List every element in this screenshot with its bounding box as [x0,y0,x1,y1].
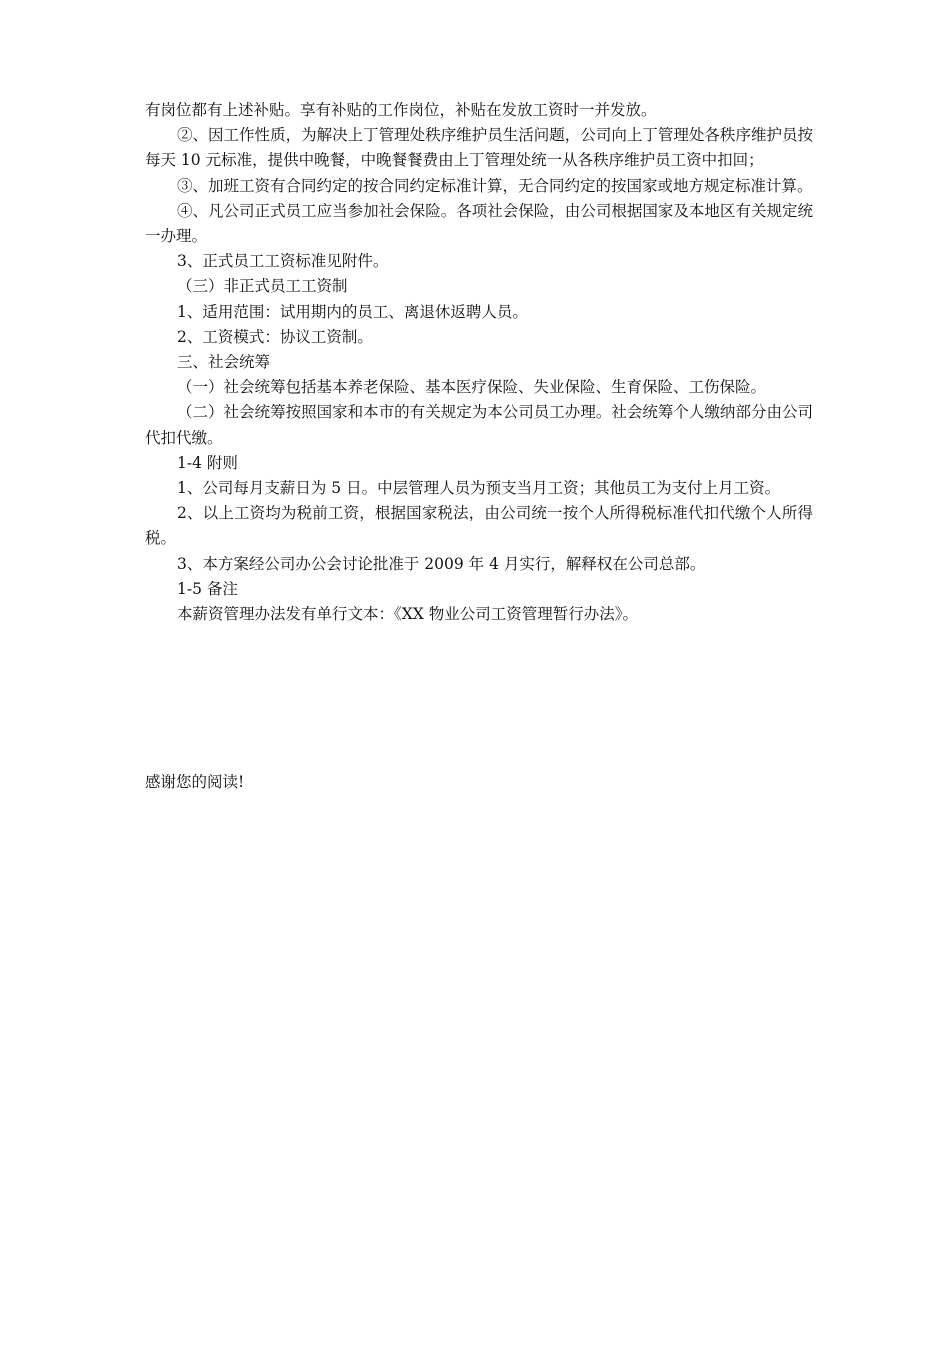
paragraph-pre-tax: 2、以上工资均为税前工资，根据国家税法，由公司统一按个人所得税标准代扣代缴个人所得税。 [145,504,813,548]
paragraph-pooling-rules: （二）社会统筹按照国家和本市的有关规定为本公司员工办理。社会统筹个人缴纳部分由公司代扣代缴。 [145,403,813,447]
paragraph-payday: 1、公司每月支薪日为 5 日。中层管理人员为预支当月工资；其他员工为支付上月工资。 [177,479,781,498]
paragraph-salary-mode: 2、工资模式：协议工资制。 [177,327,373,346]
closing-thanks: 感谢您的阅读! [145,773,245,791]
paragraph-overtime-pay: ③、加班工资有合同约定的按合同约定标准计算，无合同约定的按国家或地方规定标准计算。 [177,176,813,195]
heading-supplementary: 1-4 附则 [177,453,238,472]
paragraph-separate-text: 本薪资管理办法发有单行文本：《XX 物业公司工资管理暂行办法》。 [177,605,638,624]
heading-social-pooling: 三、社会统筹 [177,353,271,372]
paragraph-social-insurance: ④、凡公司正式员工应当参加社会保险。各项社会保险，由公司根据国家及本地区有关规定统一办理。 [145,201,813,246]
paragraph-scope: 1、适用范围：试用期内的员工、离退休返聘人员。 [177,302,528,321]
paragraph-effective-date: 3、本方案经公司办公会讨论批准于 2009 年 4 月实行，解释权在公司总部。 [177,554,706,573]
paragraph-pooling-items: （一）社会统筹包括基本养老保险、基本医疗保险、失业保险、生育保险、工伤保险。 [177,378,767,397]
paragraph-subsidy-continued: 有岗位都有上述补贴。享有补贴的工作岗位，补贴在发放工资时一并发放。 [145,101,657,119]
paragraph-salary-standard: 3、正式员工工资标准见附件。 [177,252,389,271]
heading-remarks: 1-5 备注 [177,579,238,598]
heading-non-regular-salary: （三）非正式员工工资制 [177,277,348,296]
paragraph-meal-allowance: ②、因工作性质，为解决上丁管理处秩序维护员生活问题，公司向上丁管理处各秩序维护员按每天 10 元标准，提供中晚餐，中晚餐餐费由上丁管理处统一从各秩序维护员工资中扣回； [145,126,813,170]
document-body [145,98,813,627]
